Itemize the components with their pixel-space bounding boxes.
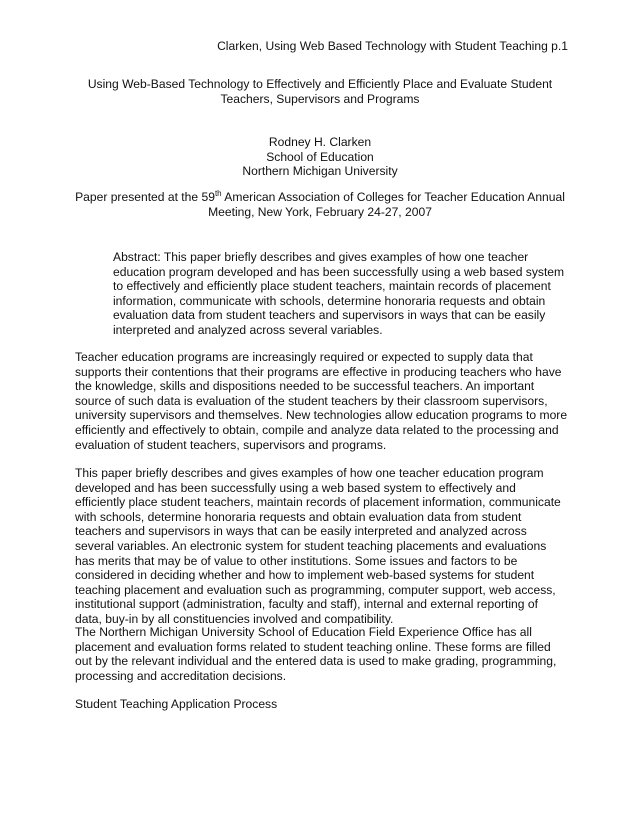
running-header: Clarken, Using Web Based Technology with Student Teaching p.1	[217, 39, 568, 53]
venue-suffix: American Association of Colleges for Teacher Education Annual Meeting, New York, February 24-27, 2007	[208, 190, 565, 219]
body-paragraph: This paper briefly describes and gives examples of how one teacher education program developed and has been successfully using a web based system to effectively and efficiently place student teachers, maintain records of placement information, communicate with schools, determine honoraria requests and obtain evaluation data from student teachers and supervisors in ways that can be easily interpreted and analyzed across several variables. An electronic system for student teaching placements and evaluations has merits that may be of value to other institutions. Some issues and factors to be considered in deciding whether and how to implement web-based systems for student teaching placement and evaluation such as programming, computer support, web access, institutional support (administration, faculty and staff), internal and external reporting of data, buy-in by all constituencies involved and compatibility.	[75, 466, 561, 626]
author-department: School of Education	[266, 149, 374, 164]
author-institution: Northern Michigan University	[242, 164, 398, 179]
section-heading: Student Teaching Application Process	[75, 697, 278, 711]
author-block	[75, 135, 565, 179]
venue-prefix: Paper presented at the 59	[75, 190, 215, 204]
author-name: Rodney H. Clarken	[268, 135, 372, 149]
paper-title: Using Web-Based Technology to Effectively and Efficiently Place and Evaluate Student Teachers, Supervisors and Programs	[87, 77, 553, 106]
body-paragraph: The Northern Michigan University School of Education Field Experience Office has all placement and evaluation forms related to student teaching online. These forms are filled out by the relevant individual and the entered data is used to make grading, programming, processing and accreditation decisions.	[75, 625, 557, 683]
conference-note	[72, 190, 568, 219]
venue-ordinal-suffix: th	[214, 188, 222, 198]
body-paragraph: Teacher education programs are increasingly required or expected to supply data that supports their contentions that their programs are effective in producing teachers who have the knowledge, skills and dispositions needed to be successful teachers. An important source of such data is evaluation of the student teachers by their classroom supervisors, university supervisors and themselves. New technologies allow education programs to more efficiently and effectively to obtain, compile and analyze data related to the processing and evaluation of student teachers, supervisors and programs.	[75, 350, 568, 452]
abstract: Abstract: This paper briefly describes and gives examples of how one teacher education program developed and has been successfully using a web based system to effectively and efficiently place student teachers, maintain records of placement information, communicate with schools, determine honoraria requests and obtain evaluation data from student teachers and supervisors in ways that can be easily interpreted and analyzed across several variables.	[113, 250, 565, 337]
